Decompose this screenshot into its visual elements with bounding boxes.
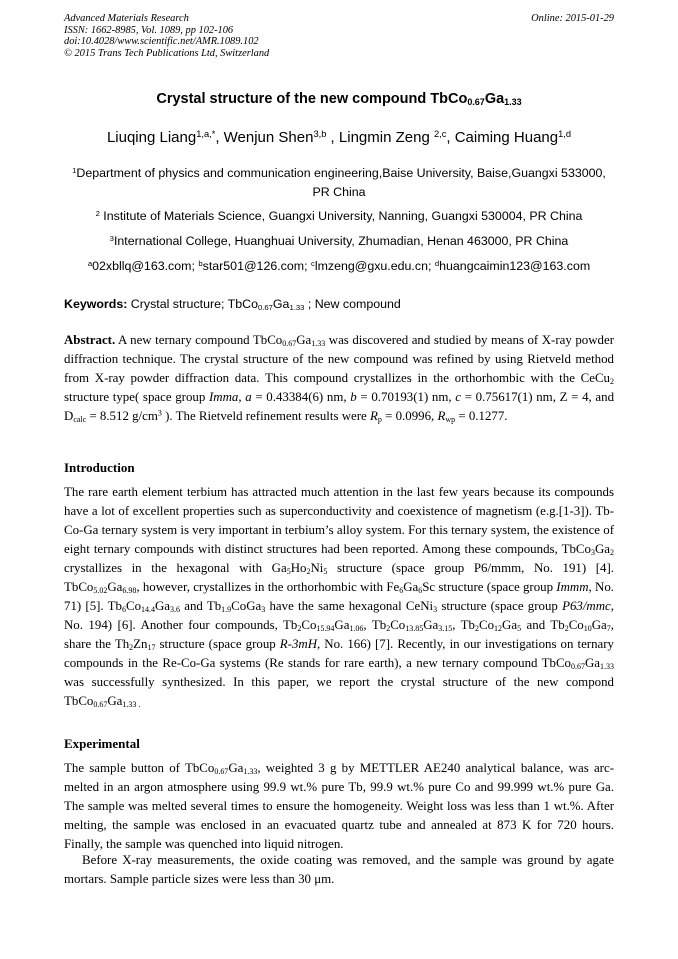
email-link[interactable]: star501@126.com; (202, 259, 311, 273)
introduction-paragraph: The rare earth element terbium has attracted much attention in the last few years because its compounds have a lot of excellent properties such as superconductivity and coexistence of magnetism (e.g.[1-3]). Tb-Co-Ga ternary system is very important in terbium’s alloy system. For this ternary system, the existence of eight ternary compounds with distinct structures had been reported. Among these compounds, $TbCo_3Ga_2$ crystallizes in the hexagonal with $Ga_5Ho_2Ni_5$ structure (space group P6/mmm, No. 191) [4]. $TbCo_{5.02}Ga_{6.98}$, however, crystallizes in the orthorhombic with $Fe_6Ga_6Sc$ structure (space group Immm, No. 71) [5]. $Tb_6Co_{14.4}Ga_{3.6}$ and $Tb_{1.9}CoGa_3$ have the same hexagonal CeNi$_3$ structure (space group P63/mmc, No. 194) [6]. Another four compounds, $Tb_2Co_{15.94}Ga_{1.06}$, $Tb_2Co_{13.85}Ga_{3.15}$, $Tb_2Co_{12}Ga_5$ and $Tb_2Co_{10}Ga_7$, share the $Th_2Zn_{17}$ structure (space group R-3mH, No. 166) [7]. Recently, in our investigations on ternary compounds in the Re-Co-Ga systems (Re stands for rare earth), a new ternary compound $TbCo_{0.67}Ga_{1.33}$ was successfully synthesized. In this paper, we report the crystal structure of the new compond $TbCo_{0.67}Ga_{1.33 .}$ (64, 485, 615, 709)
abstract-label: Abstract. (64, 333, 116, 347)
author-list: Liuqing Liang$^{1,a,*}$, Wenjun Shen$^{3,b}$ , Lingmin Zeng $^{2,c}$, Caiming Huang$^{1,d}$ (106, 128, 572, 146)
affiliation-1: $^1$Department of physics and communication engineering,Baise University, Baise,Guangxi 533000, PR China (72, 165, 606, 199)
affiliation-3: $^3$International College, Huanghuai University, Zhumadian, Henan 463000, PR China (109, 233, 569, 248)
author-name: Wenjun Shen (223, 129, 314, 146)
author-name: Lingmin Zeng (338, 129, 434, 146)
journal-name: Advanced Materials Research (64, 13, 189, 24)
experimental-paragraph-2: Before X-ray measurements, the oxide coating was removed, and the sample was ground by agate mortars. Sample particle sizes were less than 30 μm. (64, 853, 614, 886)
section-heading-experimental: Experimental (64, 736, 140, 751)
journal-copyright: © 2015 Trans Tech Publications Ltd, Switzerland (64, 47, 270, 59)
paper-title: Crystal structure of the new compound $TbCo_{0.67}Ga_{1.33}$ (156, 91, 522, 108)
author-name: Liuqing Liang (106, 129, 197, 146)
journal-doi[interactable]: doi:10.4028/www.scientific.net/AMR.1089.102 (64, 36, 259, 47)
abstract: Abstract. A new ternary compound $TbCo_{0.67}Ga_{1.33}$ was discovered and studied by means of X-ray powder diffraction technique. The crystal structure of the new compound was refined by using Rietveld method from X-ray powder diffraction data. This compound crystallizes in the orthorhombic with the CeCu$_2$ structure type( space group Imma, a = 0.43384(6) nm, b = 0.70193(1) nm, c = 0.75617(1) nm, Z = 4, and $D_{calc} = 8.512$ $g/cm^3$ ). The Rietveld refinement results were $R_p = 0.0996$, $R_{wp} = 0.1277$. (64, 333, 615, 424)
journal-issn: ISSN: 1662-8985, Vol. 1089, pp 102-106 (64, 24, 234, 36)
author-emails: $^a$02xbllq@163.com; $^b$star501@126.com; $^c$lmzeng@gxu.edu.cn; $^d$huangcaimin123@163.com (87, 258, 591, 273)
online-date: Online: 2015-01-29 (531, 13, 614, 24)
affiliation-2: $^2$ Institute of Materials Science, Guangxi University, Nanning, Guangxi 530004, PR China (95, 208, 583, 223)
experimental-paragraph-1: The sample button of $TbCo_{0.67}Ga_{1.33}$, weighted 3 g by METTLER AE240 analytical balance, was arc-melted in an argon atmosphere using 99.9 wt.% pure Tb, 99.9 wt.% pure Co and 99.999 wt.% pure Ga. The sample was melted several times to ensure the homogeneity. Weight loss was less than 1 wt.%. After melting, the sample was enclosed in an evacuated quartz tube and annealed at 873 K for 720 hours. Finally, the sample was quenched into liquid nitrogen. (64, 761, 614, 851)
section-heading-introduction: Introduction (64, 460, 135, 475)
author-name: Caiming Huang (454, 129, 559, 146)
email-link[interactable]: 02xbllq@163.com; (92, 259, 199, 273)
email-link[interactable]: lmzeng@gxu.edu.cn; (314, 259, 435, 273)
journal-header (64, 13, 269, 59)
keywords: Keywords: Crystal structure; $TbCo_{0.67}Ga_{1.33}$ ; New compound (64, 297, 401, 312)
email-link[interactable]: huangcaimin123@163.com (439, 259, 591, 273)
